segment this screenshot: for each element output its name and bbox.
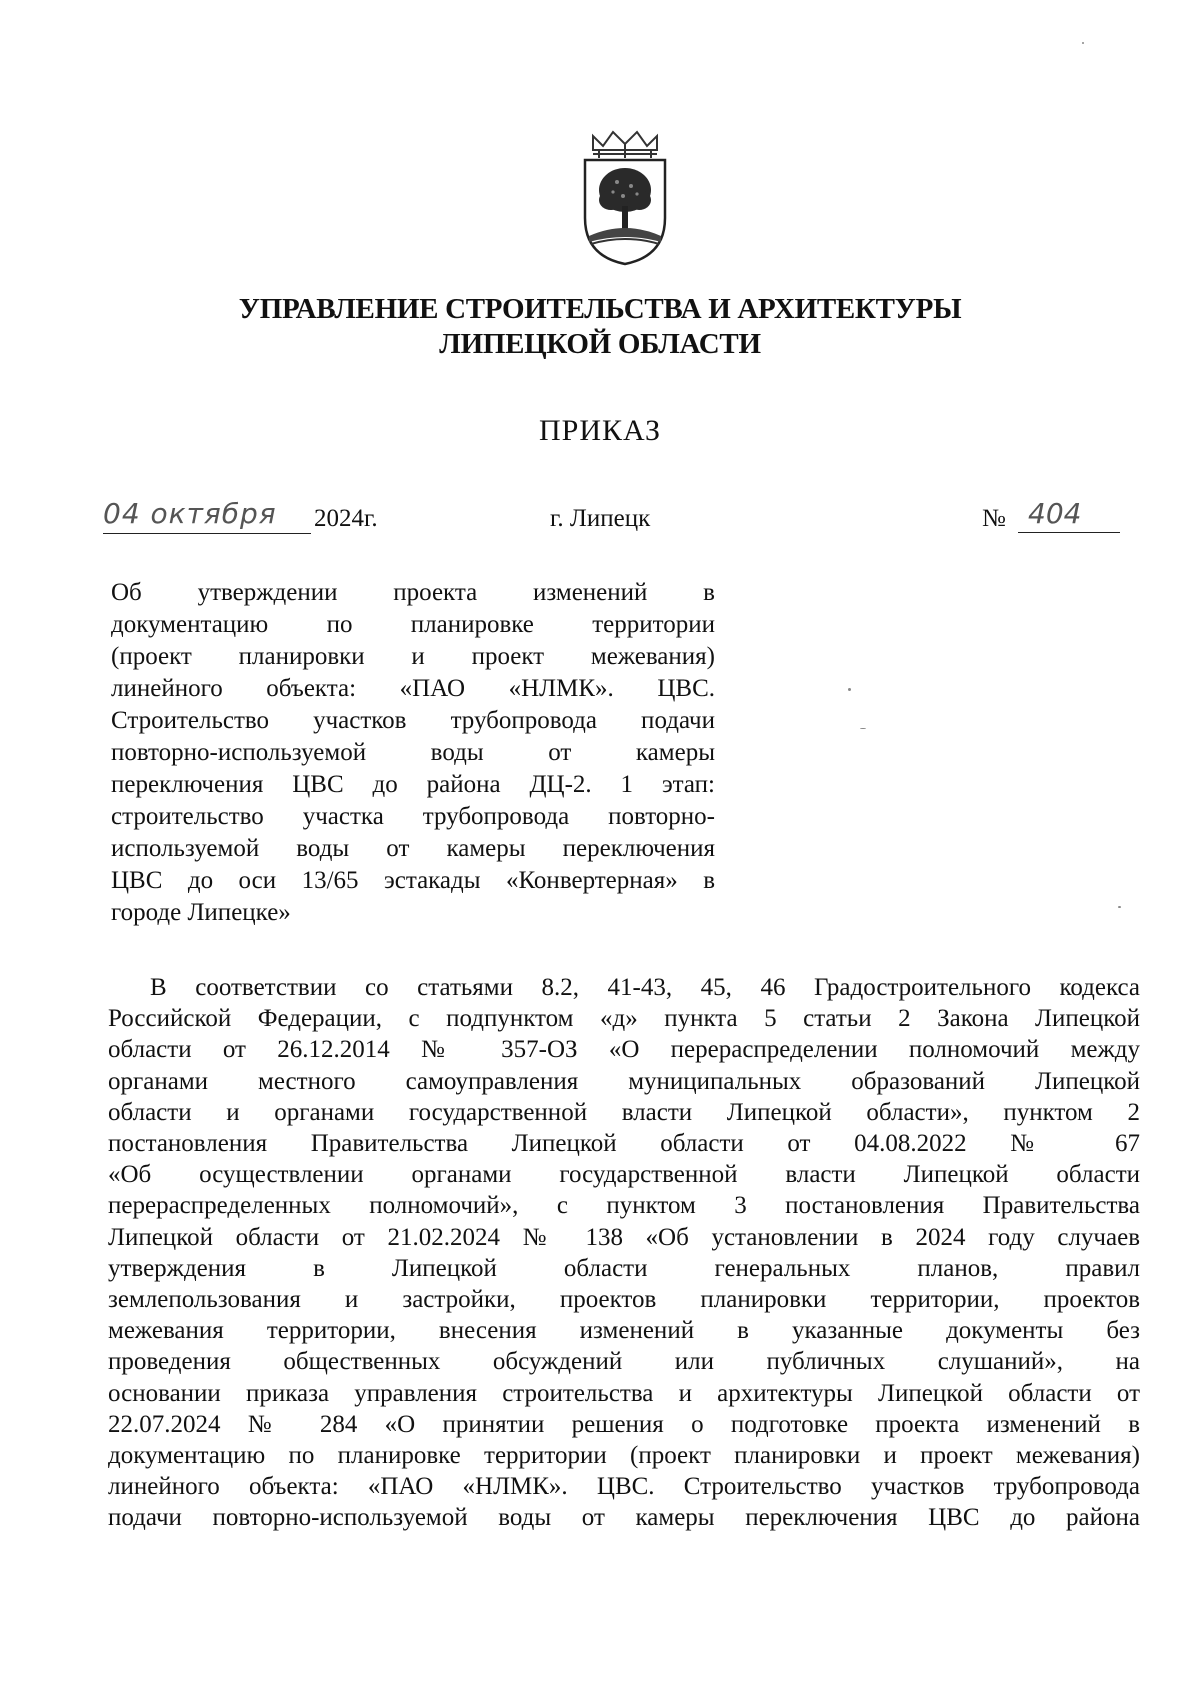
body-line: Российской Федерации, с подпунктом «д» пункта 5 статьи 2 Закона Липецкой [108, 1005, 1140, 1033]
order-body-paragraph [108, 972, 1140, 1534]
body-line: межевания территории, внесения изменений в указанные документы без [108, 1317, 1140, 1345]
body-line: области и органами государственной власти Липецкой области», пунктом 2 [108, 1098, 1140, 1126]
body-line: основании приказа управления строительства и архитектуры Липецкой области от [108, 1379, 1140, 1407]
subject-line: повторно-используемой воды от камеры [111, 739, 715, 766]
body-line: проведения общественных обсуждений или публичных слушаний», на [108, 1348, 1140, 1376]
scan-speck [848, 688, 851, 691]
handwritten-date: 04 октября [103, 497, 311, 534]
subject-line: документацию по планировке территории [111, 611, 715, 638]
body-line: области от 26.12.2014 № 357-ОЗ «О перераспределении полномочий между [108, 1036, 1140, 1064]
handwritten-number: 404 [1018, 497, 1120, 533]
subject-line: городе Липецке» [111, 899, 291, 926]
body-line: подачи повторно-используемой воды от камеры переключения ЦВС до района [108, 1504, 1140, 1532]
scan-speck [1118, 906, 1121, 908]
body-line: утверждения в Липецкой области генеральных планов, правил [108, 1254, 1140, 1282]
body-line: документацию по планировке территории (проект планировки и проект межевания) [108, 1442, 1140, 1470]
body-line: В соответствии со статьями 8.2, 41-43, 45, 46 Градостроительного кодекса [150, 974, 1140, 1001]
coat-of-arms-icon [575, 128, 675, 268]
org-name-line-1: УПРАВЛЕНИЕ СТРОИТЕЛЬСТВА И АРХИТЕКТУРЫ [238, 293, 962, 325]
subject-line: используемой воды от камеры переключения [111, 835, 715, 862]
body-line: линейного объекта: «ПАО «НЛМК». ЦВС. Строительство участков трубопровода [108, 1473, 1140, 1501]
document-year: 2024г. [314, 505, 378, 532]
subject-line: Об утверждении проекта изменений в [111, 579, 715, 606]
subject-line: Строительство участков трубопровода подачи [111, 707, 715, 734]
document-city: г. Липецк [550, 505, 651, 532]
document-number-label: № [982, 505, 1006, 532]
body-line: органами местного самоуправления муниципальных образований Липецкой [108, 1067, 1140, 1095]
body-line: землепользования и застройки, проектов планировки территории, проектов [108, 1286, 1140, 1314]
subject-line: строительство участка трубопровода повторно- [111, 803, 715, 830]
body-line: постановления Правительства Липецкой области от 04.08.2022 № 67 [108, 1130, 1140, 1158]
organization-name [200, 292, 1000, 362]
scan-speck [860, 728, 866, 729]
body-line: перераспределенных полномочий», с пунктом 3 постановления Правительства [108, 1192, 1140, 1220]
order-subject [111, 577, 715, 929]
org-name-line-2: ЛИПЕЦКОЙ ОБЛАСТИ [439, 328, 761, 360]
subject-line: ЦВС до оси 13/65 эстакады «Конвертерная» в [111, 867, 715, 894]
scan-speck [1082, 42, 1084, 44]
body-line: «Об осуществлении органами государственной власти Липецкой области [108, 1161, 1140, 1189]
subject-line: линейного объекта: «ПАО «НЛМК». ЦВС. [111, 675, 715, 702]
document-type-title: ПРИКАЗ [539, 414, 661, 447]
subject-line: переключения ЦВС до района ДЦ-2. 1 этап: [111, 771, 715, 798]
body-line: Липецкой области от 21.02.2024 № 138 «Об установлении в 2024 году случаев [108, 1223, 1140, 1251]
subject-line: (проект планировки и проект межевания) [111, 643, 715, 670]
body-line: 22.07.2024 № 284 «О принятии решения о подготовке проекта изменений в [108, 1410, 1140, 1438]
